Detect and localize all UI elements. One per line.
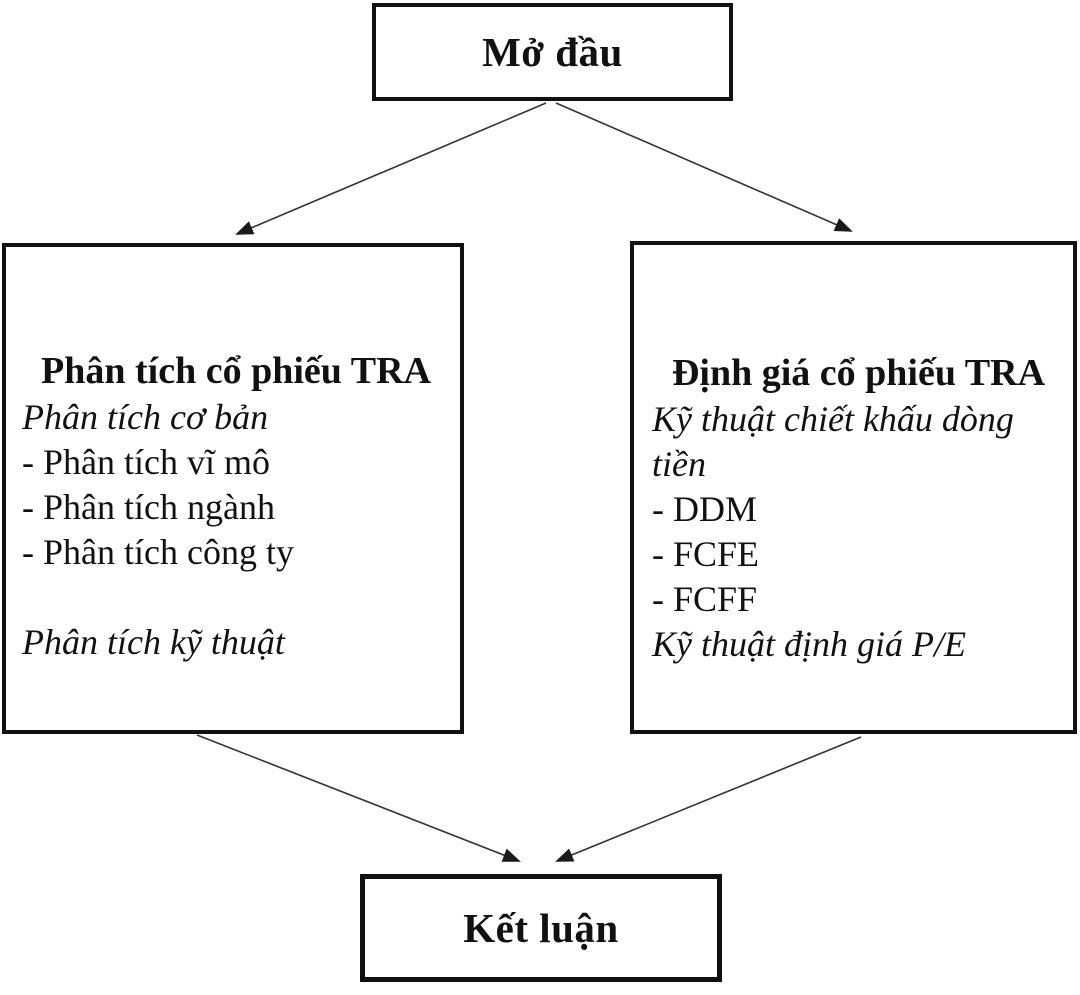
valuation-line-pe: Kỹ thuật định giá P/E: [652, 624, 966, 664]
arrow-intro-to-valuation: [556, 103, 851, 231]
node-analysis: [2, 243, 464, 734]
node-valuation: [630, 241, 1077, 734]
arrow-intro-to-analysis: [237, 103, 546, 234]
node-intro: [372, 3, 733, 101]
node-conclusion: [360, 874, 722, 982]
analysis-line-company: - Phân tích công ty: [22, 532, 294, 572]
arrow-valuation-to-conclusion: [557, 737, 861, 861]
analysis-line-macro: - Phân tích vĩ mô: [22, 442, 270, 482]
arrow-analysis-to-conclusion: [197, 735, 519, 861]
valuation-line-fcff: - FCFF: [652, 579, 758, 619]
valuation-line-fcfe: - FCFE: [652, 534, 760, 574]
node-valuation-title: Định giá cổ phiếu TRA: [671, 352, 1046, 394]
analysis-line-technical: Phân tích kỹ thuật: [22, 622, 285, 662]
valuation-line-ddm: - DDM: [652, 489, 757, 529]
node-conclusion-label: Kết luận: [463, 905, 619, 951]
analysis-line-spacer: [22, 575, 450, 620]
node-analysis-title: Phân tích cổ phiếu TRA: [41, 350, 431, 392]
valuation-line-dcf: Kỹ thuật chiết khấu dòng tiền: [652, 399, 1014, 484]
node-intro-label: Mở đầu: [482, 29, 623, 75]
analysis-line-fundamental: Phân tích cơ bản: [22, 397, 269, 437]
analysis-line-industry: - Phân tích ngành: [22, 487, 275, 527]
